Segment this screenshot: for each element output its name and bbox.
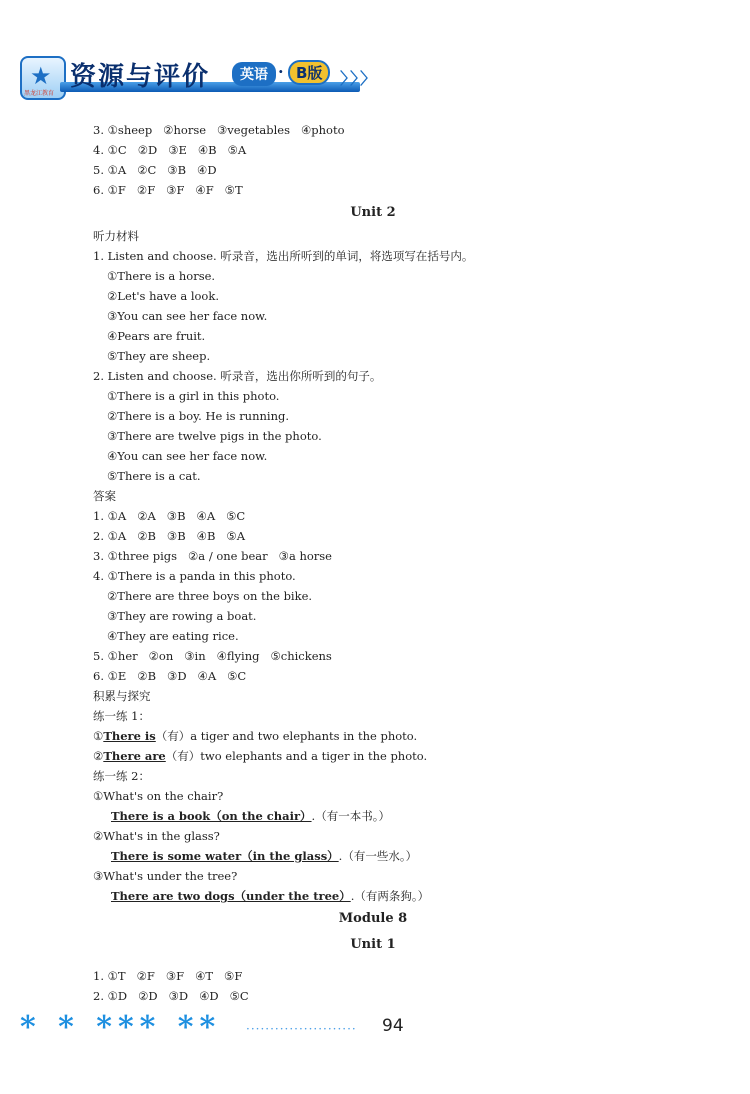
practice-answer [93,746,653,766]
answer-line: 1. ①A ②A ③B ④A ⑤C [93,509,246,523]
filled-answer: There is a book（on the chair） [111,809,312,823]
practice-heading: 练一练 2： [93,769,150,783]
answer-line: 6. ①E ②B ③D ④A ⑤C [93,669,247,683]
answer-line: 5. ①her ②on ③in ④flying ⑤chickens [93,649,332,663]
listening-item: ①There is a girl in this photo. [107,389,280,403]
spacer [93,958,653,966]
filled-answer: There is [103,729,156,743]
module-8-title: Module 8 [338,911,408,926]
sentence-rest: （有）a tiger and two elephants in the photo. [155,729,418,743]
answer-line: ③They are rowing a boat. [107,609,257,623]
sentence-rest: .（有一本书。） [311,809,390,823]
section-heading: 听力材料 [93,229,139,243]
listening-item: ②There is a boy. He is running. [107,409,290,423]
answer-line: 3. ①three pigs ②a / one bear ③a horse [93,549,332,563]
listening-item: ③There are twelve pigs in the photo. [107,429,322,443]
listening-item: ①There is a horse. [107,269,216,283]
unit-1-title: Unit 1 [350,937,396,952]
section-heading: 积累与探究 [93,689,151,703]
practice-question: ①What's on the chair? [93,789,224,803]
decorative-stars: * * *** ** [20,1010,222,1045]
publisher-logo [20,56,66,100]
practice-answer [93,806,653,826]
item-number: ② [93,749,104,763]
logo-caption: 黑龙江教育 [24,90,55,97]
edition-badge: B版 [288,60,330,85]
answer-line: ④They are eating rice. [107,629,239,643]
answer-line: ②There are three boys on the bike. [107,589,313,603]
unit-2-title: Unit 2 [350,205,396,220]
filled-answer: There are two dogs（under the tree） [111,889,351,903]
filled-answer: There are [103,749,166,763]
practice-answer [93,726,653,746]
answer-line: 4. ①C ②D ③E ④B ⑤A [93,143,247,157]
listening-item: ②Let's have a look. [107,289,219,303]
filled-answer: There is some water（in the glass） [111,849,339,863]
subject-badge: 英语 [232,62,276,86]
sentence-rest: .（有两条狗。） [350,889,430,903]
practice-answer [93,886,653,906]
sentence-rest: （有）two elephants and a tiger in the photo. [165,749,428,763]
chevron-right-icon: 〉〉〉 [340,69,379,88]
dotted-leader: ······················· [246,1022,357,1036]
listening-item: ④Pears are fruit. [107,329,206,343]
answer-key-content [93,120,653,1006]
answer-line: 2. ①D ②D ③D ④D ⑤C [93,989,249,1003]
page-number: 94 [382,1016,404,1036]
listening-item: ④You can see her face now. [107,449,268,463]
page-header [20,56,380,100]
listening-item: ⑤There is a cat. [107,469,201,483]
practice-heading: 练一练 1： [93,709,150,723]
sentence-rest: .（有一些水。） [338,849,418,863]
question-intro: 1. Listen and choose. 听录音，选出所听到的单词，将选项写在括号内。 [93,249,474,263]
listening-item: ⑤They are sheep. [107,349,211,363]
practice-answer [93,846,653,866]
book-title: 资源与评价 [70,62,211,92]
answer-line: 5. ①A ②C ③B ④D [93,163,217,177]
practice-question: ③What's under the tree? [93,869,238,883]
answer-line: 2. ①A ②B ③B ④B ⑤A [93,529,246,543]
title-separator: · [278,62,284,81]
item-number: ① [93,729,104,743]
question-intro: 2. Listen and choose. 听录音，选出你所听到的句子。 [93,369,382,383]
answer-line: 3. ①sheep ②horse ③vegetables ④photo [93,123,345,137]
answer-line: 6. ①F ②F ③F ④F ⑤T [93,183,243,197]
star-icon: ★ [30,62,52,90]
answer-line: 4. ①There is a panda in this photo. [93,569,296,583]
practice-question: ②What's in the glass? [93,829,220,843]
section-heading: 答案 [93,489,116,503]
listening-item: ③You can see her face now. [107,309,268,323]
answer-line: 1. ①T ②F ③F ④T ⑤F [93,969,243,983]
